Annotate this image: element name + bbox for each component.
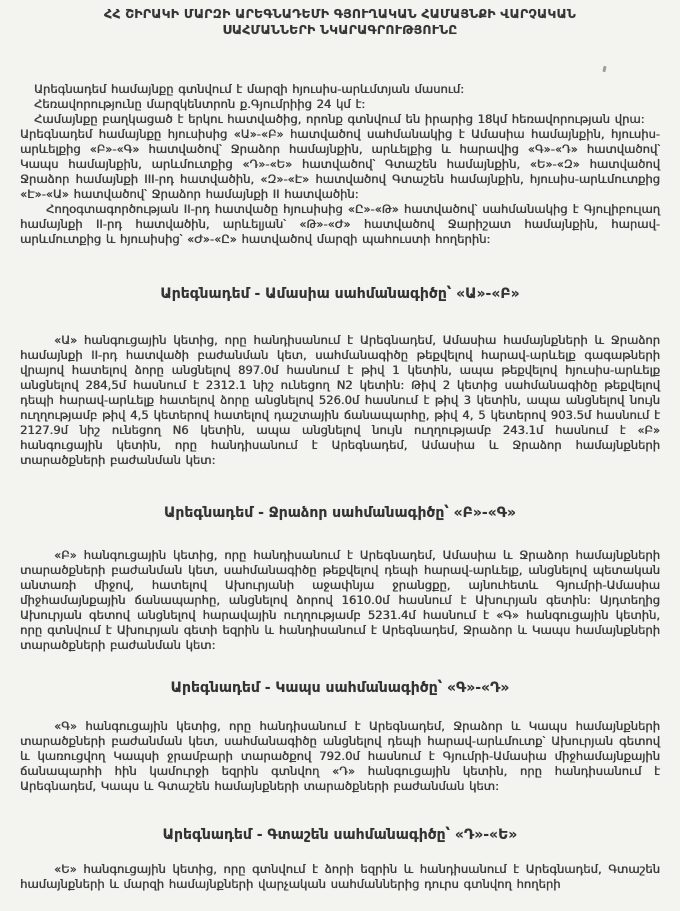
section-body-jradzor: «Բ» հանգուցային կետից, որը հանդիսանում է Արեգնադեմ, Ամասիա և Ջրաձոր համայնքների տարածքների բաժանման կետ, սահմանագիծը թեքվելով դեպի հարավ-արևելք, անցնելով պետական անտառի միջով, հատելով Ախուրյանի աջափնյա ջրանցքը, այնուհետև Գյումրի-Ամասիա միջհամայնքային ճանապարհը, անցնելով ձորով 1610.0մ հասնում է Ախուրյան գետին: Այդտեղից Ախուրյան գետով անցնելով հարավային ուղղությամբ 5231.4մ հասնում է «Գ» հանգուցային կետին, որը գտնվում է Ախուրյան գետի եզրին և հանդիսանում է Արեգնադեմ, Ջրաձոր և Կապս համայնքների տարածքների բաժանման կետ: — [20, 548, 660, 652]
scan-artifact-speck — [602, 66, 606, 72]
section-body-kaps: «Գ» հանգուցային կետից, որը հանդիսանում է Արեգնադեմ, Ջրաձոր և Կապս համայնքների տարածքների բաժանման կետ, սահմանագիծը անցնելով դեպի հարավ-արևմուտք՝ Ախուրյան գետով և կառուցվող Կապսի ջրամբարի տարածքով 792.0մ հասնում է Գյումրի-Ամասիա միջհամայնքային ճանապարհի հին կամուրջի եզրին գտնվող «Դ» հանգուցային կետին, որը հանդիսանում է Արեգնադեմ, Կապս և Գտաշեն համայնքների տարածքների բաժանման կետ: — [20, 719, 660, 793]
section-amasia — [20, 285, 660, 468]
document-title-line-2: ՍԱՀՄԱՆՆԵՐԻ ՆԿԱՐԱԳՐՈՒԹՅՈՒՆԸ — [222, 22, 458, 37]
intro-paragraph-distance: Հեռավորությունը մարզկենտրոն ք.Գյումրիից 24 կմ է: — [34, 97, 366, 111]
section-kaps — [20, 679, 660, 794]
section-heading-amasia: Արեգնադեմ - Ամասիա սահմանագիծը՝ «Ա»-«Բ» — [160, 286, 520, 302]
section-jradzor — [20, 504, 660, 653]
intro-paragraph-borders: Արեգնադեմ համայնքը հյուսիսից «Ա»-«Բ» հատվածով սահմանակից է Ամասիա համայնքին, հյուսիս-արևելքից «Բ»-«Գ» հատվածով՝ Ջրաձոր համայնքին, արևելքից և հարավից «Գ»-«Դ» հատվածով՝ Կապս համայնքին, արևմուտքից «Դ»-«Ե» հատվածով՝ Գտաշեն համայնքին, «Ե»-«Զ» հատվածով Ջրաձոր համայնքի III-րդ հատվածին, «Զ»-«Է» հատվածով Գտաշեն համայնքին, հյուսիս-արևմուտքից «Է»-«Ա» հատվածով՝ Ջրաձոր համայնքի II հատվածին: — [20, 127, 660, 201]
document-title — [20, 6, 660, 38]
intro-paragraph-second-landuse: Հողօգտագործության II-րդ հատվածը հյուսիսից «Ը»-«Թ» հատվածով՝ սահմանակից է Գյուլիբուլաղ համայնքի II-րդ հատվածին, արևելյան՝ «Թ»-«Ժ» հատվածով Ջարիշատ համայնքին, հարավ-արևմուտքից և հյուսիսից՝ «Ժ»-«Ը» հատվածով մարզի պահուստի հողերին: — [20, 202, 660, 246]
section-body-amasia: «Ա» հանգուցային կետից, որը հանդիսանում է Արեգնադեմ, Ամասիա համայնքների և Ջրաձոր համայնքի II-րդ հատվածի բաժանման կետ, սահմանագիծը թեքվելով հարավ-արևելք գագաթների վրայով հատելով ձորը անցնելով 897.0մ հասնում է թիվ 1 կետին, ապա թեքվելով հյուսիս-արևելք անցնելով 284,5մ հասնում է 2312.1 նիշ ունեցող N2 կետին: Թիվ 2 կետից սահմանագիծը թեքվելով դեպի հարավ-արևելք հատելով ձորը անցնելով 526.0մ հասնում է թիվ 3 կետին, ապա անցնելով նույն ուղղությամբ թիվ 4,5 կետերով հատելով դաշտային ճանապարհը, թիվ 4, 5 կետերով 903.5մ հասնում է 2127.9մ նիշ ունեցող N6 կետին, ապա անցնելով նույն ուղղությամբ 243.1մ հասնում է «Բ» հանգուցային կետին, որը հանդիսանում է Արեգնադեմ, Ամասիա և Ջրաձոր համայնքների տարածքների բաժանման կետ: — [20, 333, 660, 467]
section-body-gtashen: «Ե» հանգուցային կետից, որը գտնվում է ձորի եզրին և հանդիսանում է Արեգնադեմ, Գտաշեն համայնքների և մարզի համայնքների վարչական սահմաններից դուրս գտնվող հողերի — [20, 862, 660, 891]
document-title-line-1: ՀՀ ՇԻՐԱԿԻ ՄԱՐԶԻ ԱՐԵԳՆԱԴԵՄԻ ԳՅՈՒՂԱԿԱՆ ՀԱՄԱՅՆՔԻ ՎԱՐՉԱԿԱՆ — [104, 6, 576, 21]
section-heading-jradzor: Արեգնադեմ - Ջրաձոր սահմանագիծը՝ «Բ»-«Գ» — [163, 505, 516, 521]
section-heading-gtashen: Արեգնադեմ - Գտաշեն սահմանագիծը՝ «Դ»-«Ե» — [162, 827, 518, 843]
intro-paragraph-location: Արեգնադեմ համայնքը գտնվում է մարզի հյուսիս-արևմտյան մասում: — [34, 82, 465, 96]
section-heading-kaps: Արեգնադեմ - Կապս սահմանագիծը՝ «Գ»-«Դ» — [170, 680, 510, 696]
intro-paragraph-two-parts: Համայնքը բաղկացած է երկու հատվածից, որոնք գտնվում են իրարից 18կմ հեռավորության վրա: — [34, 112, 645, 126]
section-gtashen — [20, 826, 660, 892]
